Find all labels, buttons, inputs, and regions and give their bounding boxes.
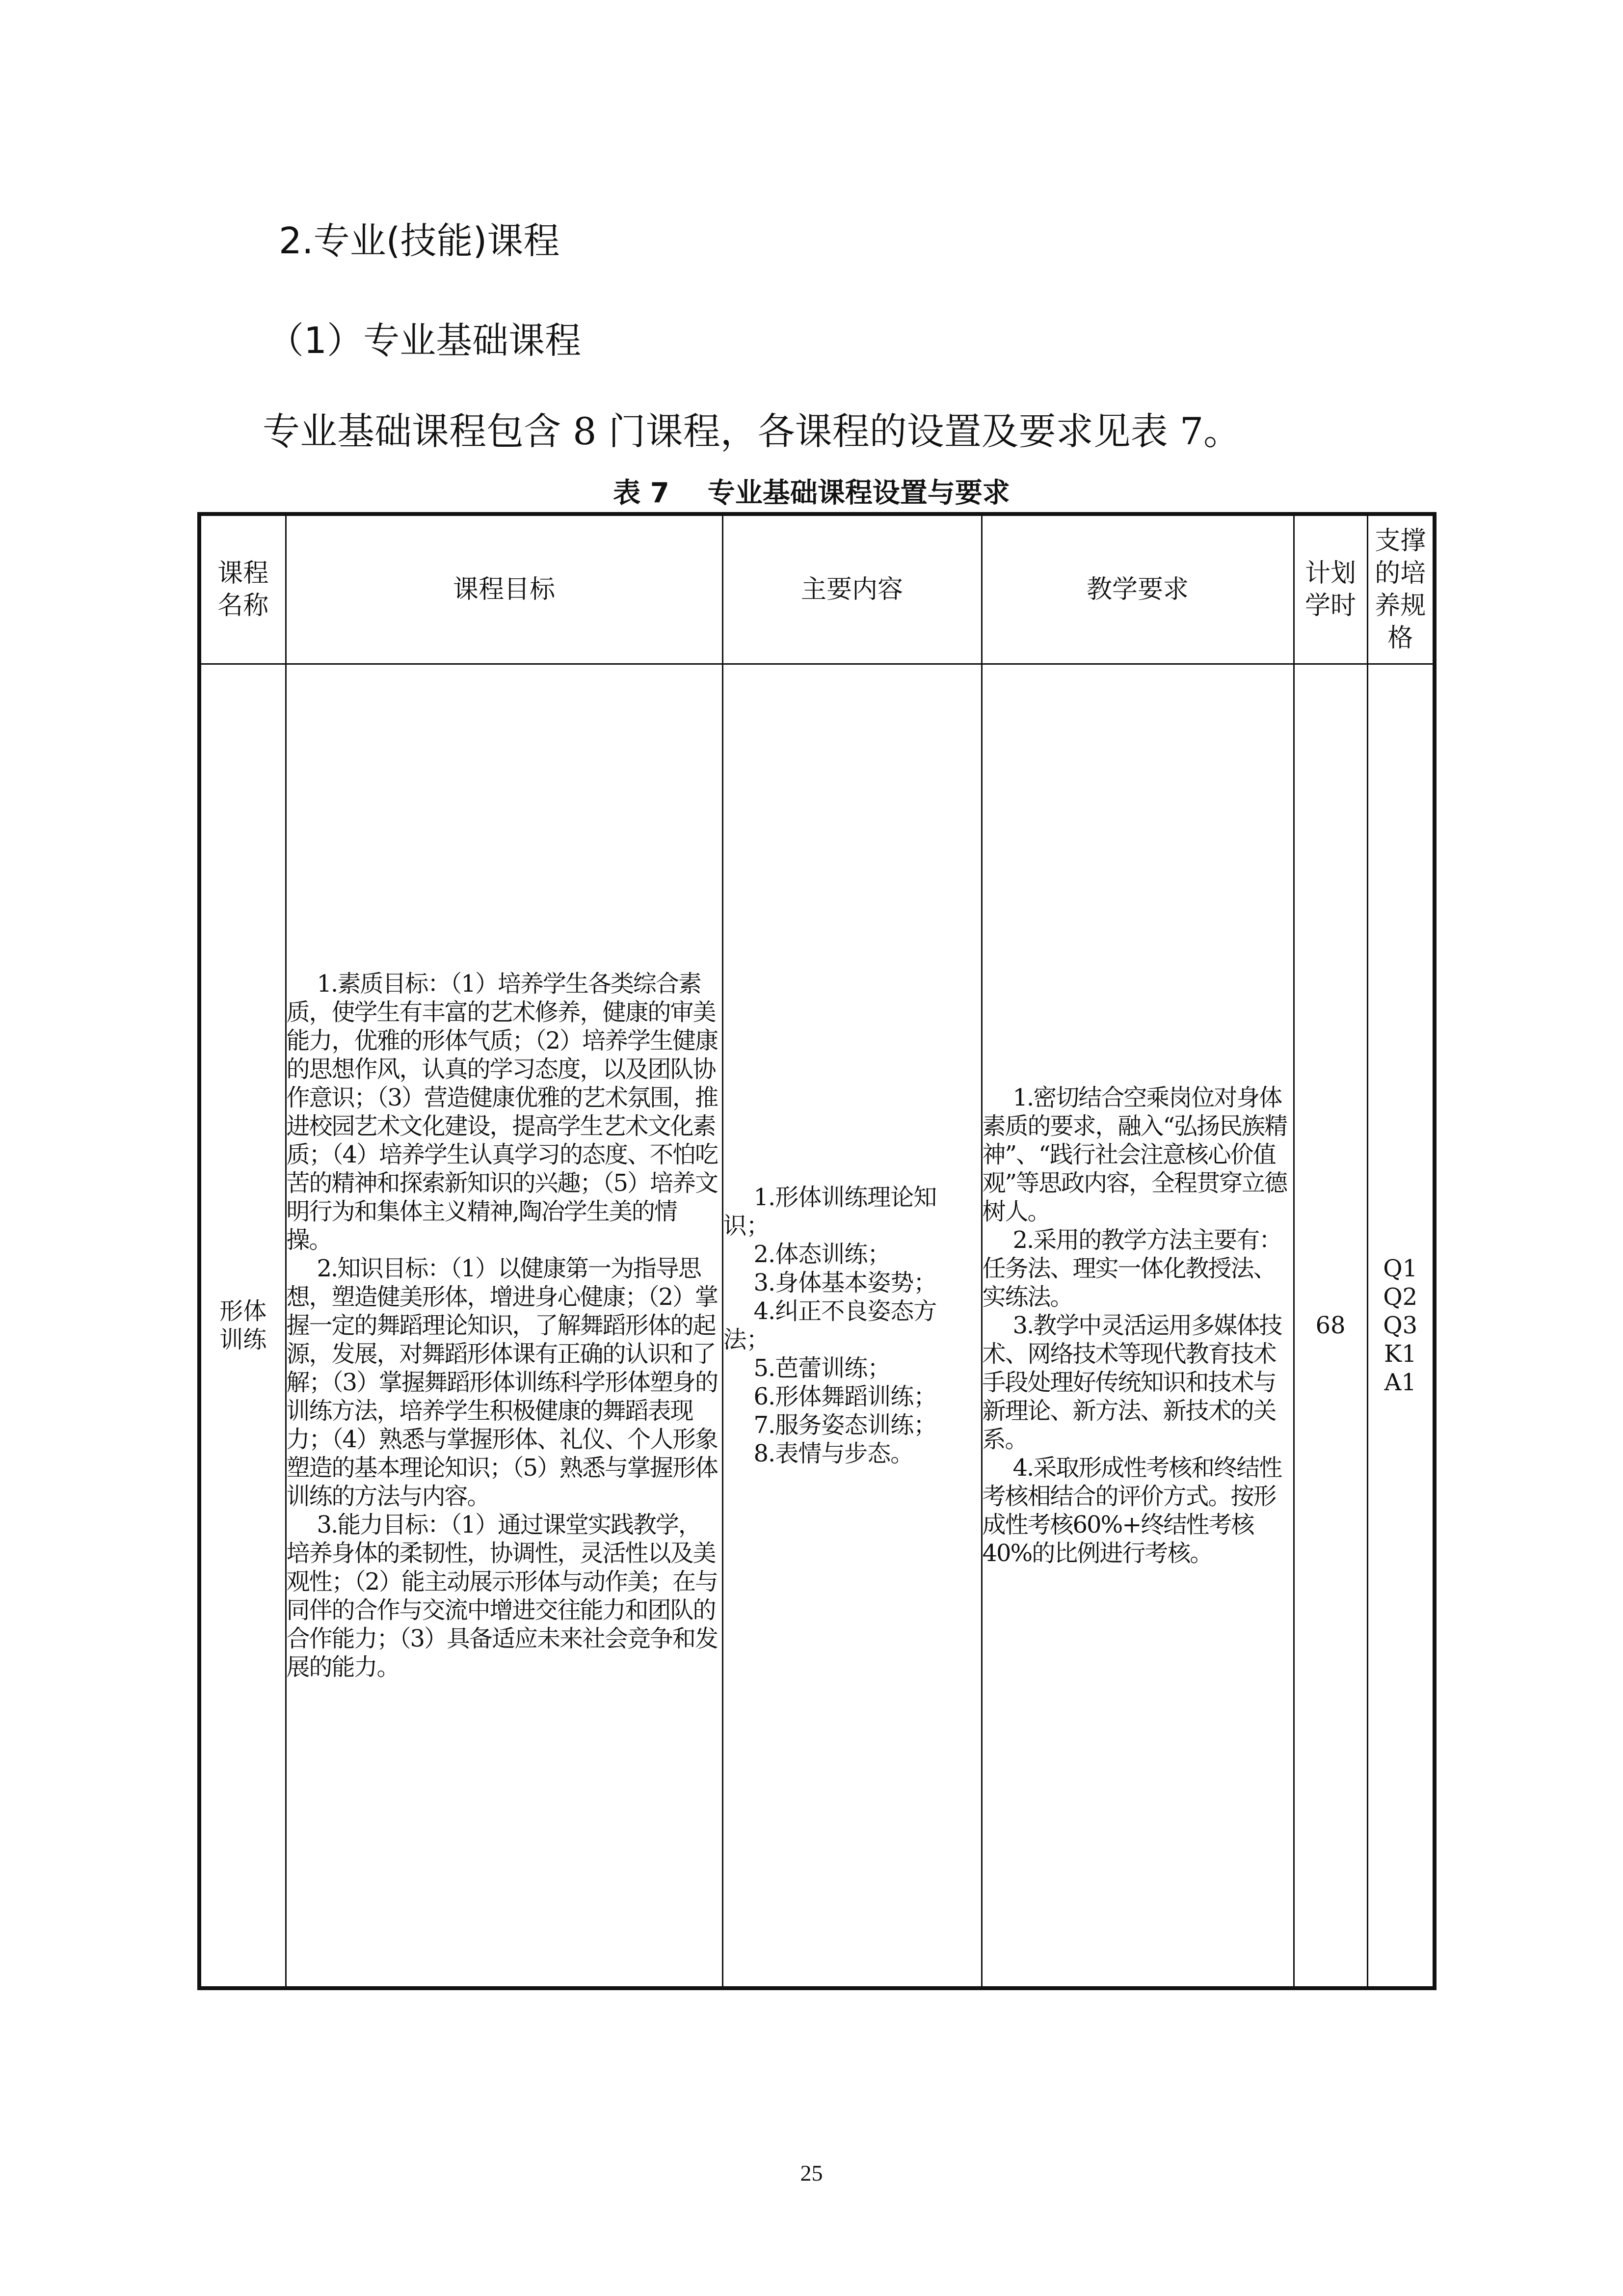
header-content: 主要内容	[722, 514, 982, 664]
spec-code: Q1	[1383, 1255, 1418, 1282]
course-table	[197, 512, 1437, 1990]
content-item: 8.表情与步态。	[753, 1440, 914, 1467]
section-heading: 2.专业(技能)课程	[279, 220, 560, 262]
cell-goal	[286, 664, 722, 1989]
goal-knowledge: 2.知识目标：（1）以健康第一为指导思想，塑造健美形体，增进身心健康；（2）掌握一定的舞蹈理论知识，了解舞蹈形体的起源，发展，对舞蹈形体课有正确的认识和了解；（3）掌握舞蹈形体训练科学形体塑身的训练方法，培养学生积极健康的舞蹈表现力；（4）熟悉与掌握形体、礼仪、个人形象塑造的基本理论知识；（5）熟悉与掌握形体训练的方法与内容。	[286, 1255, 718, 1510]
header-hours-line: 计划	[1304, 559, 1356, 588]
content-item: 2.体态训练；	[753, 1241, 891, 1268]
table-row	[199, 664, 1435, 1989]
goal-quality: 1.素质目标：（1）培养学生各类综合素质，使学生有丰富的艺术修养，健康的审美能力，优雅的形体气质；（2）培养学生健康的思想作风，认真的学习态度，以及团队协作意识；（3）营造健康优雅的艺术氛围，推进校园艺术文化建设，提高学生艺术文化素质；（4）培养学生认真学习的态度、不怕吃苦的精神和探索新知识的兴趣；（5）培养文明行为和集体主义精神,陶冶学生美的情操。	[286, 970, 718, 1254]
intro-paragraph: 专业基础课程包含 8 门课程，各课程的设置及要求见表 7。	[263, 409, 1241, 453]
content-item: 6.形体舞蹈训练；	[753, 1383, 937, 1410]
header-goal: 课程目标	[286, 514, 722, 664]
page-number: 25	[800, 2161, 823, 2186]
cell-content	[722, 664, 982, 1989]
sub-heading: （1）专业基础课程	[267, 320, 582, 362]
cell-requirement	[982, 664, 1294, 1989]
spec-code: A1	[1384, 1369, 1416, 1396]
content-item: 3.身体基本姿势；	[753, 1269, 937, 1297]
content-item: 1.形体训练理论知识；	[723, 1184, 937, 1240]
header-hours-line: 学时	[1304, 591, 1356, 621]
course-name-line: 形体	[219, 1297, 267, 1325]
spec-code: Q2	[1383, 1283, 1418, 1311]
header-hours	[1294, 514, 1367, 664]
header-course-name-line: 课程	[217, 559, 269, 588]
header-spec-line: 的培	[1375, 559, 1426, 588]
content-item: 5.芭蕾训练；	[753, 1354, 891, 1382]
requirement-item: 2.采用的教学方法主要有：任务法、理实一体化教授法、实练法。	[982, 1226, 1282, 1311]
header-course-name-line: 名称	[217, 591, 269, 621]
requirement-item: 1.密切结合空乘岗位对身体素质的要求，融入“弘扬民族精神”、“践行社会注意核心价值观”等思政内容，全程贯穿立德树人。	[982, 1084, 1287, 1225]
header-spec	[1367, 514, 1435, 664]
table-header-row	[199, 514, 1435, 664]
content-item: 4.纠正不良姿态方法；	[723, 1297, 937, 1353]
spec-code: K1	[1384, 1340, 1417, 1368]
header-requirement: 教学要求	[982, 514, 1294, 664]
content-item: 7.服务姿态训练；	[753, 1411, 937, 1439]
cell-hours: 68	[1294, 664, 1367, 1989]
requirement-item: 4.采取形成性考核和终结性考核相结合的评价方式。按形成性考核60%+终结性考核 40%的比例进行考核。	[982, 1454, 1282, 1567]
header-spec-line: 支撑	[1375, 526, 1426, 556]
header-course-name	[199, 514, 286, 664]
header-spec-line: 格	[1387, 623, 1413, 653]
cell-course-name	[199, 664, 286, 1989]
spec-code: Q3	[1383, 1312, 1418, 1339]
requirement-item: 3.教学中灵活运用多媒体技术、网络技术等现代教育技术手段处理好传统知识和技术与新理论、新方法、新技术的关系。	[982, 1312, 1282, 1453]
cell-spec	[1367, 664, 1435, 1989]
course-name-line: 训练	[219, 1326, 267, 1353]
header-spec-line: 养规	[1375, 591, 1426, 621]
table-caption: 表 7 专业基础课程设置与要求	[613, 477, 1010, 509]
goal-ability: 3.能力目标：（1）通过课堂实践教学，培养身体的柔韧性，协调性，灵活性以及美观性；（2）能主动展示形体与动作美；在与同伴的合作与交流中增进交往能力和团队的合作能力；（3）具备适应未来社会竞争和发展的能力。	[286, 1511, 718, 1681]
